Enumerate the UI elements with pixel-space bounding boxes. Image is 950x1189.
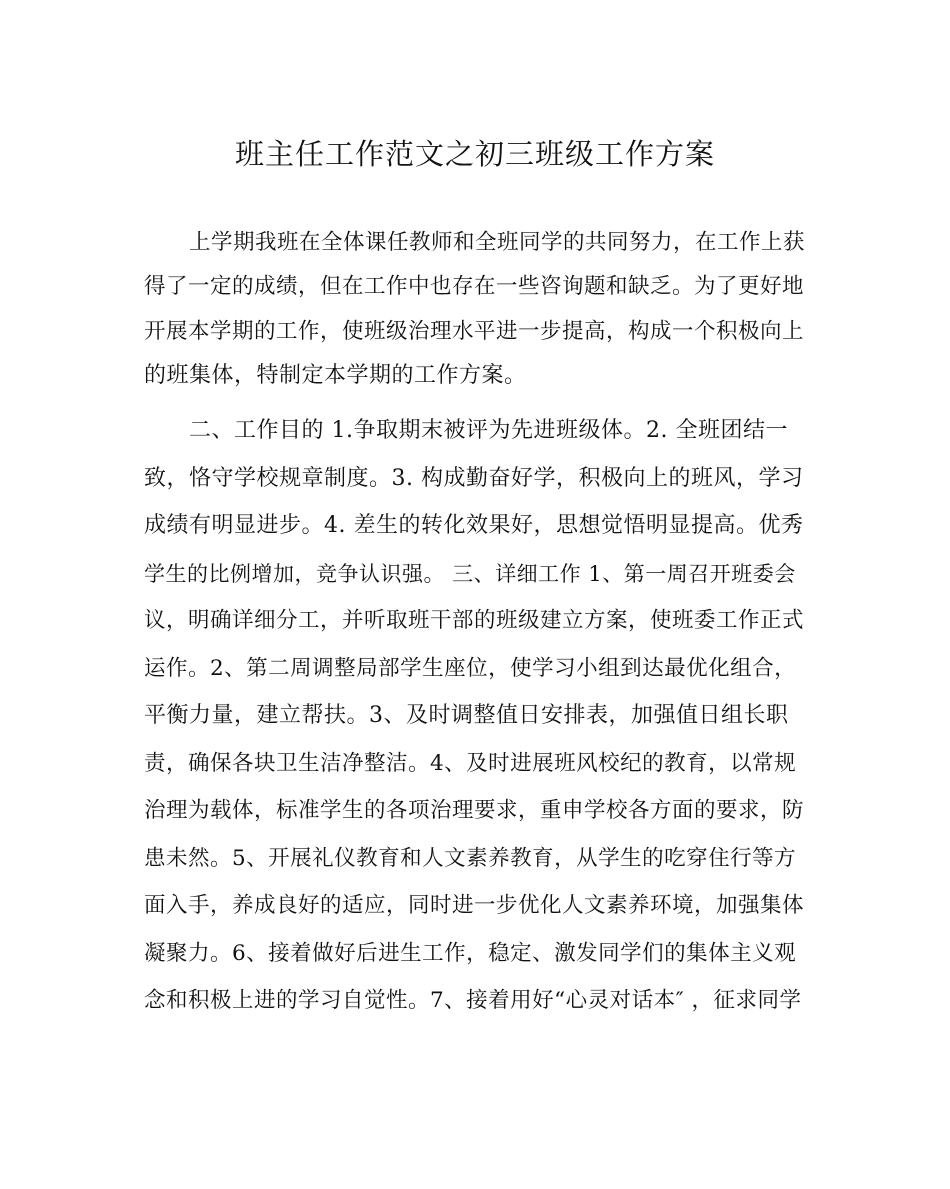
paragraph-line: 平衡力量，建立帮扶。3、及时调整值日安排表，加强值日组长职 [144,703,789,728]
paragraph-line: 治理为载体，标准学生的各项治理要求，重申学校各方面的要求，防 [144,798,805,823]
paragraph-line: 得了一定的成绩，但在工作中也存在一些咨询题和缺乏。为了更好地 [144,274,805,299]
paragraph-line: 的班集体，特制定本学期的工作方案。 [144,363,527,388]
paragraph-line: 面入手，养成良好的适应，同时进一步优化人文素养环境，加强集体 [144,893,805,918]
paragraph-line: 上学期我班在全体课任教师和全班同学的共同努力，在工作上获 [189,230,806,255]
paragraph-line: 二、工作目的 1.争取期末被评为先进班级体。2. 全班团结一 [189,418,788,443]
paragraph-line: 患未然。5、开展礼仪教育和人文素养教育，从学生的吃穿住行等方 [144,846,797,871]
document-title: 班主任工作范文之初三班级工作方案 [234,137,715,171]
paragraph-line: 致，恪守学校规章制度。3. 构成勤奋好学，积极向上的班风，学习 [144,466,804,491]
paragraph-line: 凝聚力。6、接着做好后进生工作，稳定、激发同学们的集体主义观 [144,941,797,966]
paragraph-line: 责，确保各块卫生洁净整洁。4、及时进展班风校纪的教育，以常规 [144,751,797,776]
paragraph-line: 成绩有明显进步。4. 差生的转化效果好，思想觉悟明显提高。优秀 [144,513,804,538]
paragraph-line: 开展本学期的工作，使班级治理水平进一步提高，构成一个积极向上 [144,319,805,344]
paragraph-line: 学生的比例增加，竞争认识强。 三、详细工作 1、第一周召开班委会 [144,562,796,586]
paragraph-line: 运作。2、第二周调整局部学生座位，使学习小组到达最优化组合， [144,656,797,681]
paragraph-line: 议，明确详细分工，并听取班干部的班级建立方案，使班委工作正式 [144,608,805,633]
paragraph-line: 念和积极上进的学习自觉性。7、接着用好“心灵对话本″ ，征求同学 [144,988,802,1013]
